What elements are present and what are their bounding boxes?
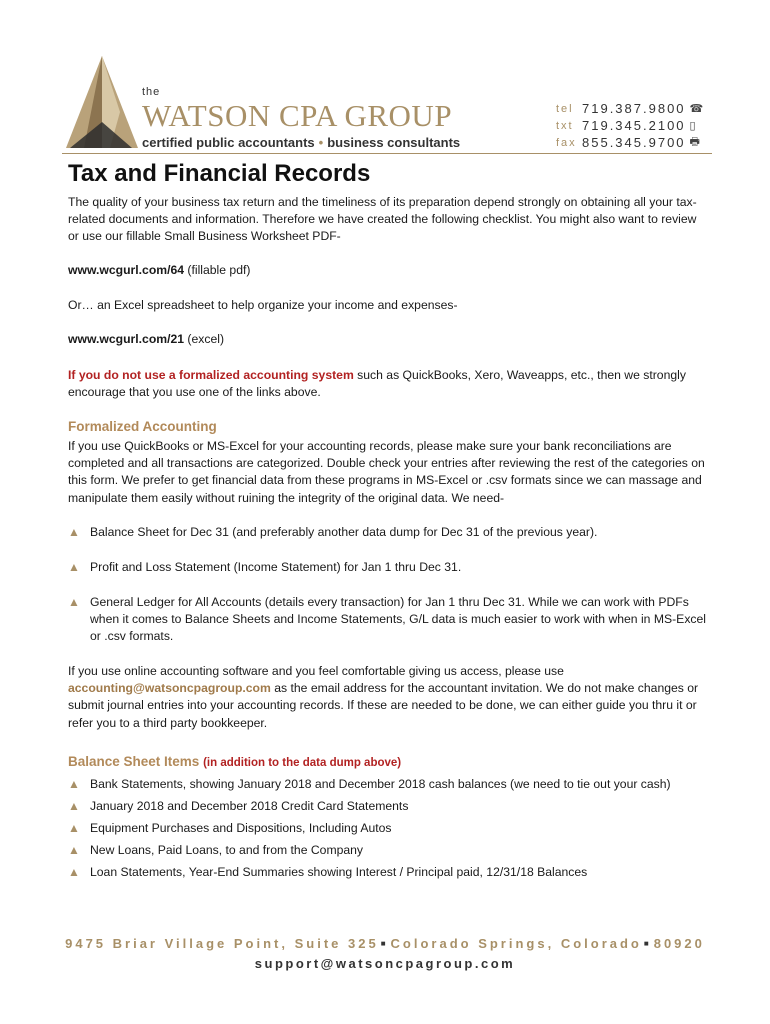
list-item [68,594,708,646]
square-separator-icon: ■ [380,939,389,948]
footer-address [0,936,770,951]
formalized-paragraph: If you use QuickBooks or MS-Excel for your accounting records, please make sure your bank reconciliations are completed and all transactions are categorized. Double check your entries after reviewing the rest of the categories on this form. We prefer to get financial data from these programs in MS-Excel or .csv formats since we can massage and manipulate them easily without ruining the integrity of the original data. We need- [68,439,705,505]
address-street: 9475 Briar Village Point, Suite 325 [65,936,379,951]
triangle-bullet-icon: ▲ [68,865,80,879]
list-item [68,798,708,815]
list-item [68,864,708,881]
footer-email[interactable]: support@watsoncpagroup.com [254,956,516,971]
link-pdf-note: (fillable pdf) [184,263,251,277]
address-city: Colorado Springs, Colorado [390,936,642,951]
online-paragraph [68,663,708,732]
triangle-bullet-icon: ▲ [68,560,80,574]
contact-tel [556,100,706,117]
list-item [68,559,708,576]
page-title: Tax and Financial Records [68,160,371,187]
link-excel[interactable]: www.wcgurl.com/21 [68,332,185,346]
section-heading-balance [68,754,401,769]
square-separator-icon: ■ [643,939,652,948]
link-pdf[interactable]: www.wcgurl.com/64 [68,263,185,277]
tagline-left: certified public accountants [142,135,315,150]
list-item-text: Loan Statements, Year-End Summaries showing Interest / Principal paid, 12/31/18 Balances [90,865,588,879]
contact-fax [556,134,706,151]
tagline-right: business consultants [327,135,461,150]
triangle-bullet-icon: ▲ [68,595,80,609]
balance-heading-text: Balance Sheet Items [68,754,200,769]
online-before: If you use online accounting software and you feel comfortable giving us access, please use [68,664,564,678]
contact-number: 719.387.9800 [582,101,686,116]
contact-block [556,100,706,151]
list-item [68,776,708,793]
header-divider [62,153,712,154]
mobile-icon: ▯ [689,120,696,132]
balance-heading-sub: (in addition to the data dump above) [203,757,402,769]
company-logo [62,52,482,152]
logo-the: the [142,86,161,98]
list-item [68,820,708,837]
intro-paragraph: The quality of your business tax return and the timeliness of its preparation depend strongly on obtaining all your tax-related documents and information. Therefore we have created the following checklist. You might also want to review or use our fillable Small Business Worksheet PDF- [68,195,697,244]
link-pdf-line [68,262,708,279]
contact-label: txt [556,119,574,132]
contact-number: 855.345.9700 [582,135,686,150]
or-line: Or… an Excel spreadsheet to help organize your income and expenses- [68,298,458,312]
logo-tagline [142,135,460,150]
triangle-bullet-icon: ▲ [68,525,80,539]
triangle-bullet-icon: ▲ [68,777,80,791]
list-item [68,842,708,859]
list-item [68,524,708,541]
warning-paragraph [68,367,708,401]
list-item-text: General Ledger for All Accounts (details every transaction) for Jan 1 thru Dec 31. While we can work with PDFs when it comes to Balance Sheets and Income Statements, G/L data is much easier to work with when in MS-Excel or .csv formats. [90,595,706,644]
phone-icon: ☎ [689,103,704,115]
list-item-text: New Loans, Paid Loans, to and from the Company [90,843,364,857]
warning-highlight: If you do not use a formalized accounting system [68,368,354,382]
contact-txt [556,117,706,134]
list-item-text: Profit and Loss Statement (Income Statement) for Jan 1 thru Dec 31. [90,560,462,574]
accounting-email-link[interactable]: accounting@watsoncpagroup.com [68,681,271,696]
warning-rest: such as QuickBooks, Xero, Waveapps, etc., then we strongly encourage that you use one of the links above. [68,368,686,400]
triangle-bullet-icon: ▲ [68,821,80,835]
section-heading-formalized: Formalized Accounting [68,419,217,434]
triangle-bullet-icon: ▲ [68,843,80,857]
fax-icon: 🖶 [689,136,700,148]
link-excel-line [68,331,708,348]
list-item-text: Balance Sheet for Dec 31 (and preferably another data dump for Dec 31 of the previous year). [90,525,598,539]
triangle-logo-icon [62,52,142,152]
tagline-separator: • [318,135,324,150]
link-excel-note: (excel) [184,332,225,346]
contact-label: tel [556,102,574,115]
list-item-text: January 2018 and December 2018 Credit Card Statements [90,799,409,813]
triangle-bullet-icon: ▲ [68,799,80,813]
contact-label: fax [556,136,577,149]
list-item-text: Bank Statements, showing January 2018 and December 2018 cash balances (we need to tie out your cash) [90,777,671,791]
online-after: as the email address for the accountant invitation. We do not make changes or submit journal entries into your accounting records. If these are needed to be done, we can either guide you thru it or refer you to a third party bookkeeper. [68,681,699,730]
list-item-text: Equipment Purchases and Dispositions, Including Autos [90,821,392,835]
logo-name: WATSON CPA GROUP [142,98,453,133]
contact-number: 719.345.2100 [582,118,686,133]
address-zip: 80920 [653,936,705,951]
